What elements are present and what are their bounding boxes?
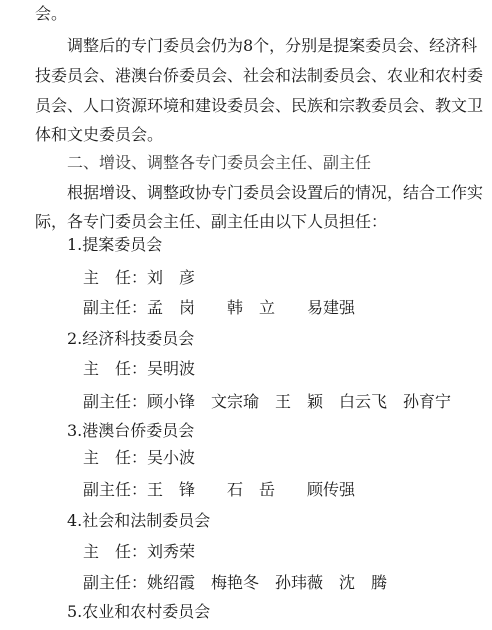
director-row bbox=[83, 542, 195, 562]
committee-title: 4.社会和法制委员会 bbox=[67, 511, 211, 530]
deputy-label: 副主任： bbox=[83, 480, 148, 499]
deputy-names: 顾小锋 文宗瑜 王 颖 白云飞 孙育宁 bbox=[147, 392, 452, 411]
paragraph-line: 体和文史委员会。 bbox=[35, 125, 164, 144]
deputy-row bbox=[83, 392, 451, 412]
director-name: 刘 彦 bbox=[147, 268, 196, 287]
paragraph-line: 根据增设、调整政协专门委员会设置后的情况，结合工作实 bbox=[67, 183, 484, 202]
opening-fragment: 会。 bbox=[35, 4, 68, 23]
committee-title: 3.港澳台侨委员会 bbox=[67, 421, 195, 440]
deputy-row bbox=[83, 573, 387, 593]
committee-title: 2.经济科技委员会 bbox=[67, 329, 195, 348]
director-name: 刘秀荣 bbox=[147, 542, 196, 561]
paragraph-line: 调整后的专门委员会仍为8个，分别是提案委员会、经济科 bbox=[67, 36, 478, 55]
deputy-label: 副主任： bbox=[83, 392, 148, 411]
deputy-names: 王 锋 石 岳 顾传强 bbox=[147, 480, 356, 499]
director-row bbox=[83, 359, 195, 379]
deputy-names: 姚绍霞 梅艳冬 孙玮薇 沈 腾 bbox=[147, 573, 388, 592]
deputy-label: 副主任： bbox=[83, 573, 148, 592]
director-label: 主 任： bbox=[83, 448, 148, 467]
director-label: 主 任： bbox=[83, 268, 148, 287]
director-label: 主 任： bbox=[83, 359, 148, 378]
committee-title: 5.农业和农村委员会 bbox=[67, 602, 211, 621]
paragraph-line: 际，各专门委员会主任、副主任由以下人员担任： bbox=[35, 212, 388, 231]
deputy-label: 副主任： bbox=[83, 298, 148, 317]
committee-title: 1.提案委员会 bbox=[67, 235, 163, 254]
deputy-row bbox=[83, 298, 355, 318]
director-name: 吴明波 bbox=[147, 359, 196, 378]
paragraph-line: 技委员会、港澳台侨委员会、社会和法制委员会、农业和农村委 bbox=[35, 66, 484, 85]
director-row bbox=[83, 448, 195, 468]
director-row bbox=[83, 268, 195, 288]
director-name: 吴小波 bbox=[147, 448, 196, 467]
section-heading: 二、增设、调整各专门委员会主任、副主任 bbox=[67, 153, 372, 172]
director-label: 主 任： bbox=[83, 542, 148, 561]
deputy-names: 孟 岗 韩 立 易建强 bbox=[147, 298, 356, 317]
deputy-row bbox=[83, 480, 355, 500]
paragraph-line: 员会、人口资源环境和建设委员会、民族和宗教委员会、教文卫 bbox=[35, 96, 484, 115]
